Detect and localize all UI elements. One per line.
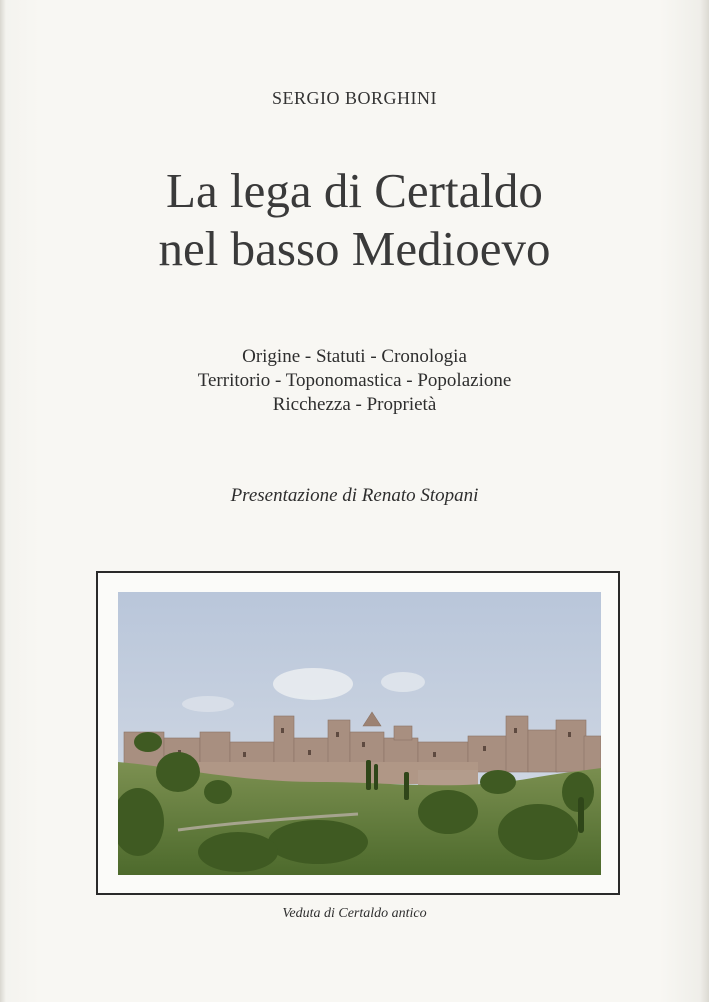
subtitle-line-3: Ricchezza - Proprietà <box>272 394 437 415</box>
cover-photo <box>118 592 601 875</box>
town-landscape-illustration <box>118 592 601 875</box>
title-line-2: nel basso Medioevo <box>158 221 551 276</box>
subtitle-line-1: Origine - Statuti - Cronologia <box>242 346 467 367</box>
subtitle <box>0 345 709 417</box>
presentation-credit: Presentazione di Renato Stopani <box>230 485 479 506</box>
author-name: SERGIO BORGHINI <box>272 88 437 108</box>
subtitle-line-2: Territorio - Toponomastica - Popolazione <box>197 370 512 391</box>
title-line-1: La lega di Certaldo <box>166 163 543 218</box>
book-title <box>0 162 709 278</box>
photo-caption: Veduta di Certaldo antico <box>282 906 427 921</box>
